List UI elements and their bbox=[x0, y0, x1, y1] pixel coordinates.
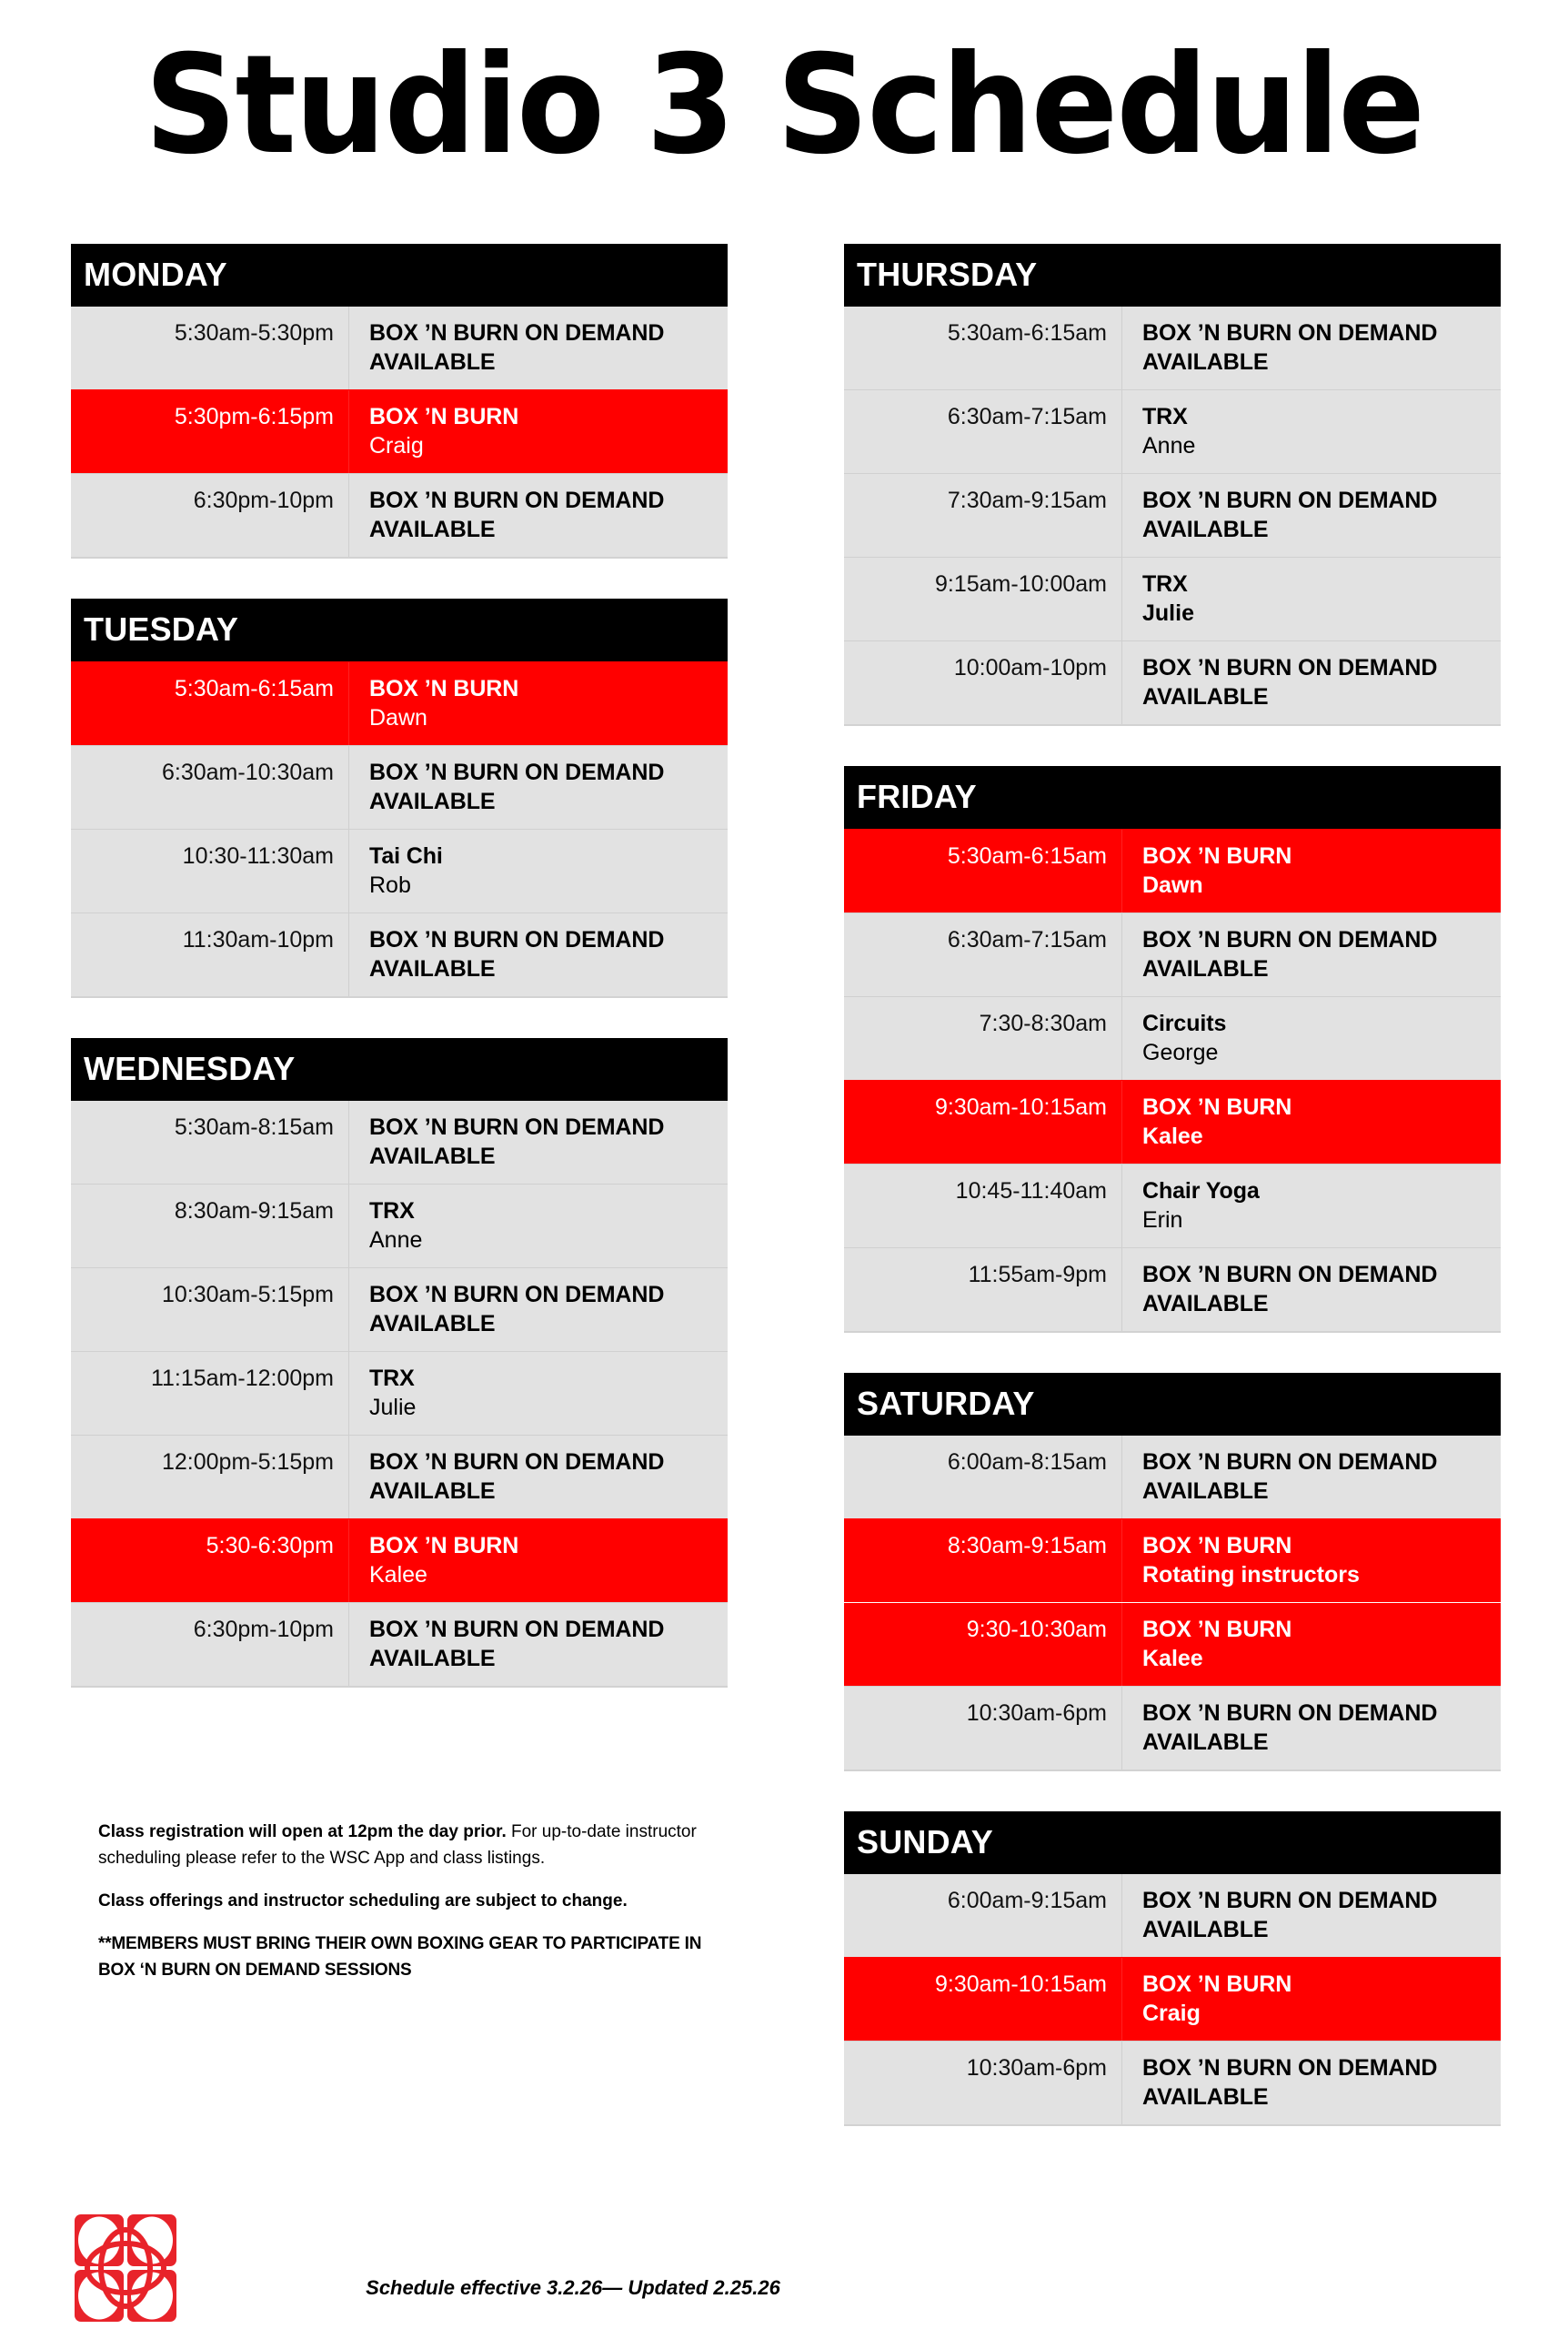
row-body bbox=[349, 307, 728, 389]
block-spacer bbox=[71, 559, 728, 599]
class-name: Chair Yoga bbox=[1142, 1178, 1260, 1204]
day-header-sunday: SUNDAY bbox=[844, 1811, 1501, 1874]
class-name: TRX bbox=[369, 1366, 415, 1391]
note-subject-to-change-text: Class offerings and instructor scheduling are subject to change. bbox=[98, 1890, 628, 1911]
schedule-row[interactable] bbox=[844, 1247, 1501, 1331]
day-header-monday: MONDAY bbox=[71, 244, 728, 307]
row-time: 6:30am-7:15am bbox=[947, 927, 1107, 953]
day-rows-tuesday bbox=[71, 661, 728, 998]
class-name: BOX ’N BURN bbox=[369, 404, 519, 429]
block-spacer bbox=[71, 998, 728, 1038]
schedule-row[interactable] bbox=[844, 829, 1501, 912]
row-time: 10:30am-6pm bbox=[966, 1700, 1107, 1726]
wsc-logo bbox=[73, 2213, 180, 2324]
class-instructor: Dawn bbox=[369, 705, 427, 731]
row-body bbox=[1122, 1874, 1501, 1957]
footnotes bbox=[98, 1820, 735, 2000]
class-name: BOX ’N BURN ON DEMAND AVAILABLE bbox=[1142, 927, 1438, 982]
day-block-wednesday bbox=[71, 1038, 728, 1688]
class-name: BOX ’N BURN bbox=[1142, 1094, 1292, 1120]
class-name: BOX ’N BURN ON DEMAND AVAILABLE bbox=[1142, 1888, 1438, 1942]
schedule-row[interactable] bbox=[71, 1184, 728, 1267]
day-header-friday: FRIDAY bbox=[844, 766, 1501, 829]
row-body bbox=[1122, 307, 1501, 389]
schedule-row[interactable] bbox=[71, 307, 728, 389]
row-body bbox=[349, 1436, 728, 1518]
row-body bbox=[1122, 1436, 1501, 1518]
row-time: 5:30am-8:15am bbox=[174, 1114, 334, 1140]
schedule-column-right bbox=[844, 244, 1501, 2126]
class-name: BOX ’N BURN bbox=[369, 1533, 519, 1558]
row-time: 8:30am-9:15am bbox=[174, 1198, 334, 1224]
class-name: BOX ’N BURN bbox=[1142, 1617, 1292, 1642]
class-name: Tai Chi bbox=[369, 843, 443, 869]
row-time: 7:30-8:30am bbox=[979, 1011, 1107, 1036]
row-body bbox=[1122, 2042, 1501, 2124]
row-body bbox=[1122, 1687, 1501, 1769]
row-body bbox=[349, 1519, 728, 1602]
schedule-row[interactable] bbox=[844, 1957, 1501, 2041]
row-time: 10:30-11:30am bbox=[182, 843, 334, 869]
row-time: 10:30am-5:15pm bbox=[161, 1282, 334, 1307]
schedule-row[interactable] bbox=[71, 1518, 728, 1602]
row-time: 11:15am-12:00pm bbox=[150, 1366, 334, 1391]
row-body bbox=[349, 1101, 728, 1184]
class-name: BOX ’N BURN ON DEMAND AVAILABLE bbox=[1142, 1700, 1438, 1755]
row-body bbox=[1122, 1603, 1501, 1686]
row-body bbox=[349, 1603, 728, 1686]
row-body bbox=[349, 390, 728, 473]
schedule-row[interactable] bbox=[844, 1436, 1501, 1518]
row-body bbox=[1122, 558, 1501, 640]
day-block-sunday bbox=[844, 1811, 1501, 2126]
class-name: BOX ’N BURN ON DEMAND AVAILABLE bbox=[1142, 655, 1438, 710]
day-header-saturday: SATURDAY bbox=[844, 1373, 1501, 1436]
class-name: BOX ’N BURN ON DEMAND AVAILABLE bbox=[369, 320, 665, 375]
schedule-row[interactable] bbox=[71, 661, 728, 745]
class-name: Circuits bbox=[1142, 1011, 1227, 1036]
schedule-row[interactable] bbox=[844, 1164, 1501, 1247]
note-subject-to-change bbox=[98, 1889, 735, 1915]
row-body bbox=[349, 830, 728, 912]
class-instructor: Anne bbox=[369, 1227, 423, 1253]
class-name: BOX ’N BURN bbox=[1142, 843, 1292, 869]
row-body bbox=[349, 1185, 728, 1267]
row-body bbox=[349, 662, 728, 745]
day-header-thursday: THURSDAY bbox=[844, 244, 1501, 307]
schedule-row[interactable] bbox=[71, 1351, 728, 1435]
class-name: BOX ’N BURN ON DEMAND AVAILABLE bbox=[1142, 2055, 1438, 2110]
class-name: BOX ’N BURN ON DEMAND AVAILABLE bbox=[1142, 320, 1438, 375]
schedule-row[interactable] bbox=[71, 745, 728, 829]
schedule-row[interactable] bbox=[844, 912, 1501, 996]
row-body bbox=[1122, 1248, 1501, 1331]
day-block-friday bbox=[844, 766, 1501, 1373]
note-gear: **MEMBERS MUST BRING THEIR OWN BOXING GEAR TO PARTICIPATE IN BOX ‘N BURN ON DEMAND SESSIONS bbox=[98, 1933, 702, 1980]
class-instructor: Rob bbox=[369, 872, 411, 898]
row-time: 5:30am-6:15am bbox=[947, 320, 1107, 346]
row-time: 5:30-6:30pm bbox=[206, 1533, 334, 1558]
row-time: 6:30am-7:15am bbox=[947, 404, 1107, 429]
schedule-row[interactable] bbox=[71, 912, 728, 996]
row-body bbox=[1122, 997, 1501, 1080]
schedule-row[interactable] bbox=[71, 1267, 728, 1351]
class-name: BOX ’N BURN ON DEMAND AVAILABLE bbox=[369, 488, 665, 542]
schedule-row[interactable] bbox=[71, 1101, 728, 1184]
row-body bbox=[349, 1268, 728, 1351]
row-time: 5:30am-5:30pm bbox=[174, 320, 334, 346]
row-body bbox=[349, 913, 728, 996]
day-rows-monday bbox=[71, 307, 728, 559]
row-time: 5:30pm-6:15pm bbox=[174, 404, 334, 429]
day-rows-thursday bbox=[844, 307, 1501, 726]
class-name: BOX ’N BURN ON DEMAND AVAILABLE bbox=[1142, 1449, 1438, 1504]
row-body bbox=[349, 746, 728, 829]
schedule-row[interactable] bbox=[844, 2041, 1501, 2124]
class-name: BOX ’N BURN ON DEMAND AVAILABLE bbox=[1142, 1262, 1438, 1316]
row-time: 11:55am-9pm bbox=[968, 1262, 1107, 1287]
class-instructor: Kalee bbox=[1142, 1646, 1203, 1671]
row-time: 6:30pm-10pm bbox=[193, 488, 334, 513]
row-time: 5:30am-6:15am bbox=[174, 676, 334, 701]
schedule-row[interactable] bbox=[844, 996, 1501, 1080]
day-header-wednesday: WEDNESDAY bbox=[71, 1038, 728, 1101]
schedule-row[interactable] bbox=[844, 473, 1501, 557]
row-body bbox=[1122, 1081, 1501, 1164]
class-instructor: Erin bbox=[1142, 1207, 1183, 1233]
class-name: BOX ’N BURN bbox=[369, 676, 519, 701]
class-instructor: Kalee bbox=[1142, 1124, 1203, 1149]
row-time: 6:00am-8:15am bbox=[947, 1449, 1107, 1475]
class-name: TRX bbox=[1142, 571, 1188, 597]
day-rows-friday bbox=[844, 829, 1501, 1333]
schedule-row[interactable] bbox=[844, 1686, 1501, 1769]
day-rows-wednesday bbox=[71, 1101, 728, 1688]
day-header-tuesday: TUESDAY bbox=[71, 599, 728, 661]
schedule-row[interactable] bbox=[71, 1602, 728, 1686]
row-time: 5:30am-6:15am bbox=[947, 843, 1107, 869]
schedule-row[interactable] bbox=[844, 1080, 1501, 1164]
class-name: BOX ’N BURN ON DEMAND AVAILABLE bbox=[369, 1282, 665, 1336]
day-block-thursday bbox=[844, 244, 1501, 766]
row-time: 6:30am-10:30am bbox=[161, 760, 334, 785]
row-time: 9:30am-10:15am bbox=[934, 1094, 1107, 1120]
class-name: TRX bbox=[1142, 404, 1188, 429]
row-time: 9:15am-10:00am bbox=[934, 571, 1107, 597]
day-block-tuesday bbox=[71, 599, 728, 1038]
block-spacer bbox=[844, 1333, 1501, 1373]
schedule-row[interactable] bbox=[844, 1602, 1501, 1686]
row-body bbox=[349, 474, 728, 557]
schedule-row[interactable] bbox=[844, 1518, 1501, 1602]
schedule-row[interactable] bbox=[71, 829, 728, 912]
note-registration bbox=[98, 1820, 735, 1872]
class-instructor: Kalee bbox=[369, 1562, 427, 1588]
class-name: BOX ’N BURN ON DEMAND AVAILABLE bbox=[369, 1449, 665, 1504]
row-body bbox=[349, 1352, 728, 1435]
schedule-row[interactable] bbox=[844, 1874, 1501, 1957]
row-body bbox=[1122, 1519, 1501, 1602]
row-time: 10:30am-6pm bbox=[966, 2055, 1107, 2081]
schedule-row[interactable] bbox=[844, 389, 1501, 473]
schedule-row[interactable] bbox=[844, 557, 1501, 640]
schedule-row[interactable] bbox=[71, 1435, 728, 1518]
row-time: 6:30pm-10pm bbox=[193, 1617, 334, 1642]
block-spacer bbox=[844, 1771, 1501, 1811]
row-time: 8:30am-9:15am bbox=[947, 1533, 1107, 1558]
row-time: 6:00am-9:15am bbox=[947, 1888, 1107, 1913]
class-instructor: Rotating instructors bbox=[1142, 1562, 1360, 1588]
row-time: 10:45-11:40am bbox=[955, 1178, 1107, 1204]
block-spacer bbox=[844, 726, 1501, 766]
class-instructor: Dawn bbox=[1142, 872, 1203, 898]
note-registration-bold: Class registration will open at 12pm the day prior. bbox=[98, 1822, 507, 1841]
class-name: BOX ’N BURN bbox=[1142, 1533, 1292, 1558]
day-rows-saturday bbox=[844, 1436, 1501, 1771]
class-instructor: George bbox=[1142, 1040, 1219, 1065]
row-body bbox=[1122, 641, 1501, 724]
schedule-row[interactable] bbox=[844, 640, 1501, 724]
class-name: BOX ’N BURN ON DEMAND AVAILABLE bbox=[369, 760, 665, 814]
class-instructor: Julie bbox=[1142, 600, 1194, 626]
class-instructor: Craig bbox=[369, 433, 424, 459]
class-name: BOX ’N BURN ON DEMAND AVAILABLE bbox=[369, 1617, 665, 1671]
schedule-row[interactable] bbox=[71, 473, 728, 557]
row-body bbox=[1122, 830, 1501, 912]
row-body bbox=[1122, 474, 1501, 557]
class-name: BOX ’N BURN bbox=[1142, 1971, 1292, 1997]
row-time: 7:30am-9:15am bbox=[947, 488, 1107, 513]
note-registration-rest: For up-to-date instructor scheduling please refer to the WSC App and class listings. bbox=[98, 1822, 697, 1868]
class-name: TRX bbox=[369, 1198, 415, 1224]
class-name: BOX ’N BURN ON DEMAND AVAILABLE bbox=[1142, 488, 1438, 542]
row-body bbox=[1122, 1164, 1501, 1247]
row-time: 9:30-10:30am bbox=[966, 1617, 1107, 1642]
class-instructor: Julie bbox=[369, 1395, 417, 1420]
footer-effective-date: Schedule effective 3.2.26— Updated 2.25.26 bbox=[366, 2276, 780, 2299]
row-time: 9:30am-10:15am bbox=[934, 1971, 1107, 1997]
day-block-monday bbox=[71, 244, 728, 599]
row-body bbox=[1122, 913, 1501, 996]
class-instructor: Craig bbox=[1142, 2001, 1201, 2026]
row-body bbox=[1122, 1958, 1501, 2041]
row-time: 11:30am-10pm bbox=[182, 927, 334, 953]
row-time: 10:00am-10pm bbox=[953, 655, 1107, 681]
class-instructor: Anne bbox=[1142, 433, 1196, 459]
page-title: Studio 3 Schedule bbox=[144, 26, 1424, 185]
schedule-row[interactable] bbox=[844, 307, 1501, 389]
row-time: 12:00pm-5:15pm bbox=[161, 1449, 334, 1475]
schedule-row[interactable] bbox=[71, 389, 728, 473]
day-rows-sunday bbox=[844, 1874, 1501, 2126]
class-name: BOX ’N BURN ON DEMAND AVAILABLE bbox=[369, 927, 665, 982]
schedule-column-left bbox=[71, 244, 728, 1688]
class-name: BOX ’N BURN ON DEMAND AVAILABLE bbox=[369, 1114, 665, 1169]
row-body bbox=[1122, 390, 1501, 473]
day-block-saturday bbox=[844, 1373, 1501, 1811]
